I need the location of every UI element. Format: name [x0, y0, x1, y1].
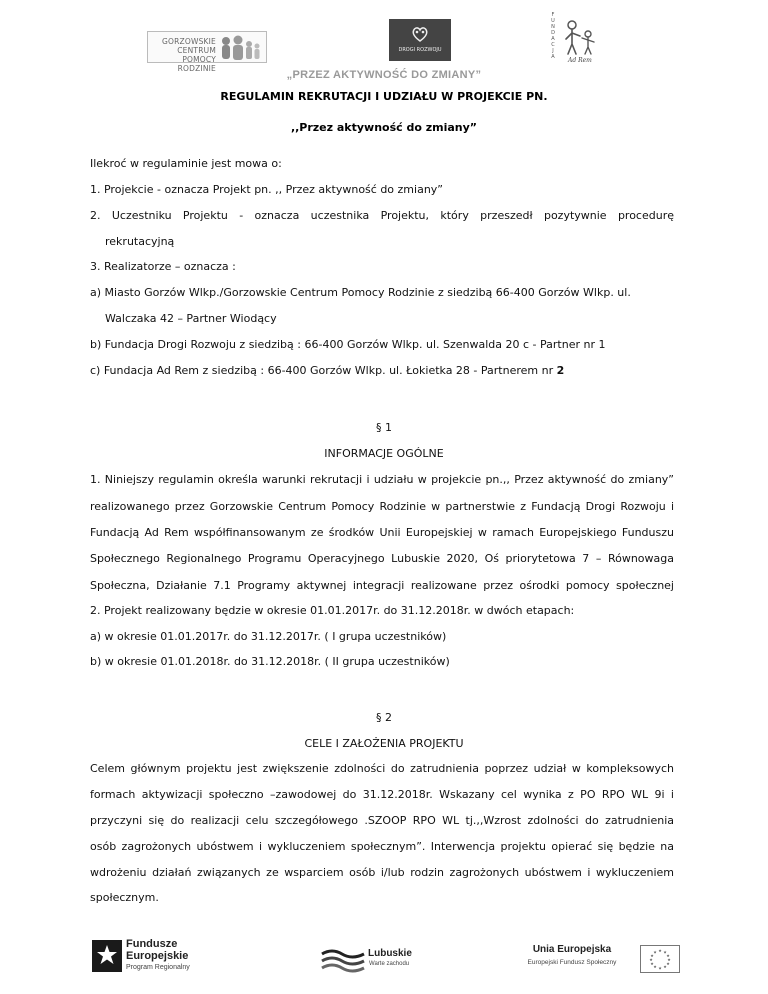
section-2-symbol: § 2 — [376, 711, 392, 724]
fe-logo-line2: Europejskie — [126, 950, 189, 962]
section-2-line-4: osób zagrożonych ubóstwem i wykluczeniem społecznym”. Interwencja projektu opierać się będzie na — [90, 840, 674, 853]
document-title: REGULAMIN REKRUTACJI I UDZIAŁU W PROJEKCIE PN. — [220, 90, 548, 103]
ue-logo-line1: Unia Europejska — [532, 944, 612, 955]
definition-3a: a) Miasto Gorzów Wlkp./Gorzowskie Centrum Pomocy Rodzinie z siedzibą 66-400 Gorzów Wlkp. ul. — [90, 286, 631, 299]
svg-text:★: ★ — [653, 964, 657, 969]
definition-3c — [90, 364, 564, 378]
ad-rem-logo — [550, 12, 606, 64]
fe-logo-text — [126, 938, 188, 962]
gcpr-logo-line1: GORZOWSKIE CENTRUM — [161, 37, 216, 55]
definition-2-cont: rekrutacyjną — [105, 235, 175, 248]
section-1-para-line-1: 1. Niniejszy regulamin określa warunki rekrutacji i udziału w projekcie pn.,, Przez aktywność do zmiany” — [90, 473, 674, 486]
section-2-line-1: Celem głównym projektu jest zwiększenie zdolności do zatrudnienia poprzez udział w kompleksowych — [90, 762, 674, 775]
section-1-heading: INFORMACJE OGÓLNE — [324, 447, 444, 460]
section-2-heading: CELE I ZAŁOŻENIA PROJEKTU — [304, 737, 464, 750]
fe-logo-line3: Program Regionalny — [126, 964, 190, 971]
fe-star-icon — [92, 940, 122, 972]
eu-flag-icon — [640, 945, 680, 973]
heart-people-icon — [411, 25, 429, 43]
definition-3c-text: c) Fundacja Ad Rem z siedzibą : 66-400 Gorzów Wlkp. ul. Łokietka 28 - Partnerem nr — [90, 364, 557, 377]
fundusze-europejskie-logo — [92, 936, 222, 978]
lubuskie-tagline: Warte zachodu — [369, 961, 410, 967]
section-1-para-line-5: Społeczna, Działanie 7.1 Programy aktywnej integracji realizowane przez ośrodki pomocy społecznej — [90, 579, 674, 592]
section-1-point-2a: a) w okresie 01.01.2017r. do 31.12.2017r. ( I grupa uczestników) — [90, 630, 447, 643]
ad-rem-signature: Ad Rem — [568, 57, 592, 64]
section-1-point-2b: b) w okresie 01.01.2018r. do 31.12.2018r. ( II grupa uczestników) — [90, 655, 450, 668]
lubuskie-logo-text: Lubuskie — [368, 948, 412, 959]
definition-1: 1. Projekcie - oznacza Projekt pn. ,, Przez aktywność do zmiany” — [90, 183, 443, 196]
ue-logo-line2: Europejski Fundusz Społeczny — [527, 959, 617, 966]
ad-rem-vertical-text: F U N D A C J A — [551, 12, 555, 60]
intro-text: Ilekroć w regulaminie jest mowa o: — [90, 157, 282, 170]
gcpr-logo-text — [152, 37, 216, 73]
gcpr-logo — [147, 31, 267, 73]
section-1-point-2: 2. Projekt realizowany będzie w okresie 01.01.2017r. do 31.12.2018r. w dwóch etapach: — [90, 604, 575, 617]
unia-europejska-logo — [512, 944, 632, 974]
section-2-line-6: społecznym. — [90, 891, 159, 904]
drogi-rozwoju-logo-text: DROGI ROZWOJU — [398, 47, 442, 53]
lubuskie-logo — [320, 944, 430, 980]
definition-3: 3. Realizatorze – oznacza : — [90, 260, 236, 273]
svg-text:★: ★ — [658, 965, 662, 971]
definition-3c-number: 2 — [556, 364, 565, 377]
project-slogan: „PRZEZ AKTYWNOŚĆ DO ZMIANY” — [286, 69, 482, 81]
mother-child-icon — [562, 20, 602, 56]
svg-text:★: ★ — [658, 948, 662, 953]
svg-text:★: ★ — [663, 949, 667, 955]
section-1-para-line-4: Społecznego Regionalnego Programu Operacyjnego Lubuskie 2020, Oś priorytetowa 7 – Równowaga — [90, 552, 674, 565]
gcpr-logo-line2: POMOCY RODZINIE — [177, 55, 216, 73]
definition-3a-cont: Walczaka 42 – Partner Wiodący — [105, 312, 277, 325]
section-2-line-2: formach aktywizacji społeczno –zawodowej do 31.12.2018r. Wskazany cel wynika z PO RPO WL 9i i — [90, 788, 674, 801]
svg-text:★: ★ — [653, 949, 657, 955]
svg-text:★: ★ — [666, 953, 670, 958]
section-1-para-line-3: Fundacją Ad Rem współfinansowanym ze środków Unii Europejskiej w ramach Europejskiego Funduszu — [90, 526, 674, 539]
lubuskie-wave-icon — [320, 946, 366, 976]
fe-logo-line1: Fundusze — [126, 938, 178, 950]
svg-text:★: ★ — [666, 961, 670, 966]
section-2-line-3: przyczyni się do realizacji celu szczegółowego .SZOOP RPO WL tj.,,Wzrost zdolności do zatrudnienia — [90, 814, 674, 827]
svg-text:★: ★ — [650, 953, 654, 958]
svg-text:★: ★ — [667, 957, 671, 962]
section-2-line-5: wdrożeniu działań związanych ze wsparciem osób i/lub rodzin zagrożonych ubóstwem i wykluczeniem — [90, 866, 674, 879]
eu-stars-icon — [641, 946, 679, 972]
svg-text:★: ★ — [650, 961, 654, 966]
svg-text:★: ★ — [663, 964, 667, 969]
drogi-rozwoju-logo — [389, 19, 451, 61]
definition-3b: b) Fundacja Drogi Rozwoju z siedzibą : 66-400 Gorzów Wlkp. ul. Szenwalda 20 c - Partner nr 1 — [90, 338, 606, 351]
svg-text:★: ★ — [649, 957, 653, 962]
definition-2: 2. Uczestniku Projektu - oznacza uczestnika Projektu, który przeszedł pozytywnie procedurę — [90, 209, 674, 222]
section-1-symbol: § 1 — [376, 421, 392, 434]
document-subtitle: ,,Przez aktywność do zmiany” — [290, 121, 478, 134]
family-icon — [218, 35, 262, 61]
section-1-para-line-2: realizowanego przez Gorzowskie Centrum Pomocy Rodzinie w partnerstwie z Fundacją Drogi Rozwoju i — [90, 500, 674, 513]
